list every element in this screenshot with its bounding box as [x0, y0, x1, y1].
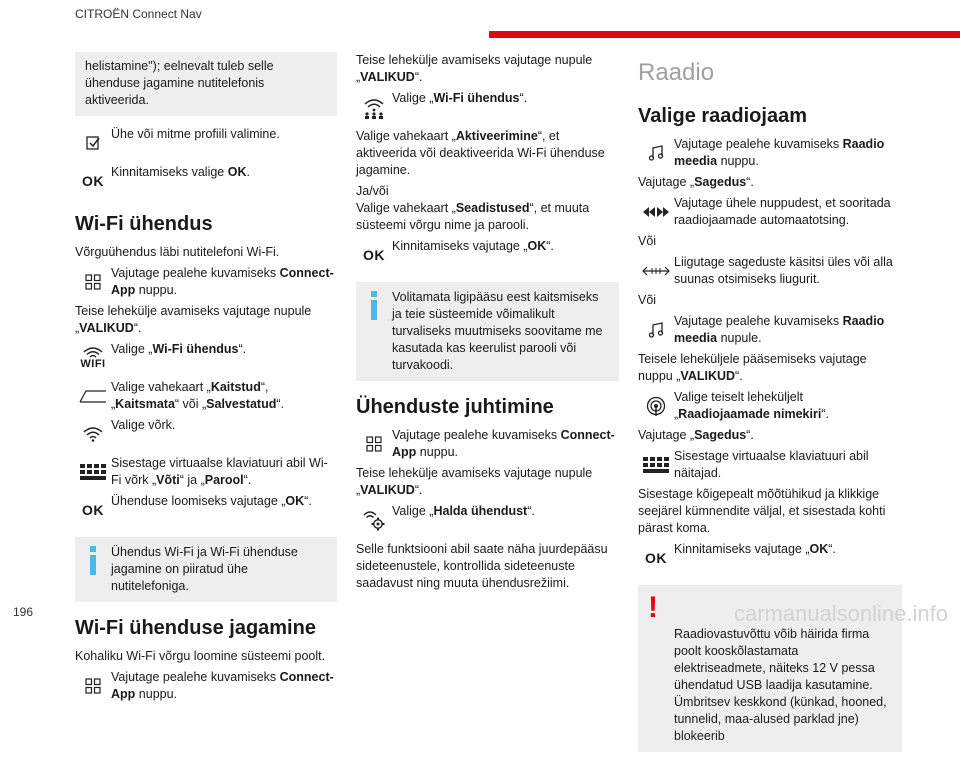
- seek-arrows-icon: [638, 195, 674, 229]
- wifi-step-select: WIFI Valige „Wi-Fi ühendus“.: [75, 341, 337, 375]
- decimal-instructions: Sisestage kõigepealt mõõtühikud ja klikkige seejärel kümnendite väljal, et sisestada kohti pärast koma.: [638, 487, 886, 535]
- step-profile-text: Ühe või mitme profiili valimine.: [111, 127, 280, 141]
- ok-icon: OK: [82, 172, 104, 189]
- share-step-connect-app: Vajutage pealehe kuvamiseks Connect-App nuppu.: [75, 669, 337, 703]
- wifi-icon: [75, 417, 111, 451]
- keyboard-icon: [638, 448, 674, 482]
- music-note-icon: [638, 136, 674, 170]
- manage-options-page: Teise lehekülje avamiseks vajutage nupule „VALIKUD“.: [356, 466, 593, 497]
- security-info-note: Volitamata ligipääsu eest kaitsmiseks ja teie süsteemide võimalikult turvaliseks muutmiseks soovitame me kasutada kas keerulist parooli või turvakoodi.: [356, 282, 619, 381]
- music-note-icon: [638, 313, 674, 347]
- header-accent-bar: [489, 31, 960, 38]
- watermark: carmanualsonline.info: [733, 601, 948, 626]
- wifi-step-tab: Valige vahekaart „Kaitstud“, „Kaitsmata“ või „Salvestatud“.: [75, 379, 337, 413]
- continued-note-box: [75, 52, 337, 116]
- column-3: [638, 52, 902, 762]
- wifi-label-icon: WIFI: [75, 341, 111, 375]
- wifi-step-keyboard: Sisestage virtuaalse klaviatuuri abil Wi-Fi võrk „Võti“ ja „Parool“.: [75, 455, 337, 489]
- section-title-radio: Raadio: [638, 59, 715, 86]
- or-text-1: Või: [638, 234, 657, 248]
- activation-paragraph: Valige vahekaart „Aktiveerimine“, et aktiveerida või deaktiveerida Wi-Fi ühenduse jagamine.: [356, 129, 605, 177]
- column-1: [75, 52, 337, 707]
- heading-wifi-connection: Wi-Fi ühendus: [75, 213, 213, 235]
- press-frequency-2: Vajutage „Sagedus“.: [638, 428, 754, 442]
- heading-wifi-sharing: Wi-Fi ühenduse jagamine: [75, 617, 316, 639]
- manage-description: Selle funktsiooni abil saate näha juurdepääsu sideteenustele, kontrollida sideteenuste saadavust ning muuta ühendusrežiimi.: [356, 542, 608, 590]
- step-profile: [75, 126, 337, 160]
- heading-select-station: Valige raadiojaam: [638, 105, 807, 127]
- header-title: CITROËN Connect Nav: [75, 7, 202, 21]
- wifi-intro: Võrguühendus läbi nutitelefoni Wi-Fi.: [75, 245, 280, 259]
- radio-step-station-list: Valige teiselt leheküljelt „Raadiojaamade nimekiri“.: [638, 389, 902, 423]
- wifi-info-note: Ühendus Wi-Fi ja Wi-Fi ühenduse jagamine on piiratud ühe nutitelefoniga.: [75, 537, 337, 602]
- radio-step-ok: OK Kinnitamiseks vajutage „OK“.: [638, 541, 902, 575]
- info-icon: [368, 291, 380, 321]
- continued-note-text: helistamine"); eelnevalt tuleb selle ühenduse jagamine nutitelefonis aktiveerida.: [85, 59, 274, 107]
- checklist-icon: [75, 126, 111, 160]
- ok-icon: OK: [645, 549, 667, 566]
- wifi-step-connect-app: Vajutage pealehe kuvamiseks Connect-App nuppu.: [75, 265, 337, 299]
- and-or-text: Ja/või: [356, 184, 389, 198]
- settings-paragraph: Valige vahekaart „Seadistused“, et muuta süsteemi võrgu nime ja parooli.: [356, 201, 590, 232]
- column-2: [356, 52, 619, 596]
- radio-step-keyboard: Sisestage virtuaalse klaviatuuri abil näitajad.: [638, 448, 902, 482]
- manage-connection-gear-icon: [356, 503, 392, 537]
- info-icon: [87, 546, 99, 576]
- radio-options-page: Teisele leheküljele pääsemiseks vajutage nuppu „VALIKUD“.: [638, 352, 867, 383]
- heading-connection-management: Ühenduste juhtimine: [356, 396, 554, 418]
- press-frequency-1: Vajutage „Sagedus“.: [638, 175, 754, 189]
- wifi-sharing-icon: [356, 90, 392, 124]
- radio-broadcast-icon: [638, 389, 674, 423]
- share-step-ok: OK Kinnitamiseks vajutage „OK“.: [356, 238, 619, 272]
- warning-exclamation-icon: !: [648, 591, 658, 624]
- wifi-options-page: Teise lehekülje avamiseks vajutage nupule „VALIKUD“.: [75, 304, 312, 335]
- manage-step-select: Valige „Halda ühendust“.: [356, 503, 619, 537]
- manage-step-connect-app: Vajutage pealehe kuvamiseks Connect-App nuppu.: [356, 427, 619, 461]
- connect-app-grid-icon: [75, 669, 111, 703]
- ok-icon: OK: [363, 246, 385, 263]
- frequency-slider-icon: [638, 254, 674, 288]
- connect-app-grid-icon: [75, 265, 111, 299]
- radio-step-slider: Liigutage sageduste käsitsi üles või alla suunas otsimiseks liugurit.: [638, 254, 902, 288]
- share-options-page: Teise lehekülje avamiseks vajutage nupule „VALIKUD“.: [356, 53, 593, 84]
- connect-app-grid-icon: [356, 427, 392, 461]
- radio-step-media-2: Vajutage pealehe kuvamiseks Raadio meedia nupule.: [638, 313, 902, 347]
- page-number: 196: [13, 605, 34, 619]
- wifi-step-ok: OK Ühenduse loomiseks vajutage „OK“.: [75, 493, 337, 527]
- radio-warning-note: ! Raadiovastuvõttu võib häirida firma poolt kooskõlastamata elektriseadmete, näiteks 12 V pessa ühendatud USB laadija kasutamine. Ümbritsev keskkond (künkad, hooned, tunnelid, maa-alused parklad jne) blokeerib: [638, 585, 902, 752]
- or-text-2: Või: [638, 293, 657, 307]
- share-step-select: Valige „Wi-Fi ühendus“.: [356, 90, 619, 124]
- keyboard-icon: [75, 455, 111, 489]
- radio-step-autoscan: Vajutage ühele nuppudest, et sooritada raadiojaamade automaatotsing.: [638, 195, 902, 229]
- radio-step-media: Vajutage pealehe kuvamiseks Raadio meedia nuppu.: [638, 136, 902, 170]
- ok-icon: OK: [82, 501, 104, 518]
- tab-shape-icon: [75, 379, 111, 413]
- step-confirm-ok: OK Kinnitamiseks valige OK.: [75, 164, 337, 198]
- wifi-step-network: Valige võrk.: [75, 417, 337, 451]
- share-intro: Kohaliku Wi-Fi võrgu loomine süsteemi poolt.: [75, 649, 326, 663]
